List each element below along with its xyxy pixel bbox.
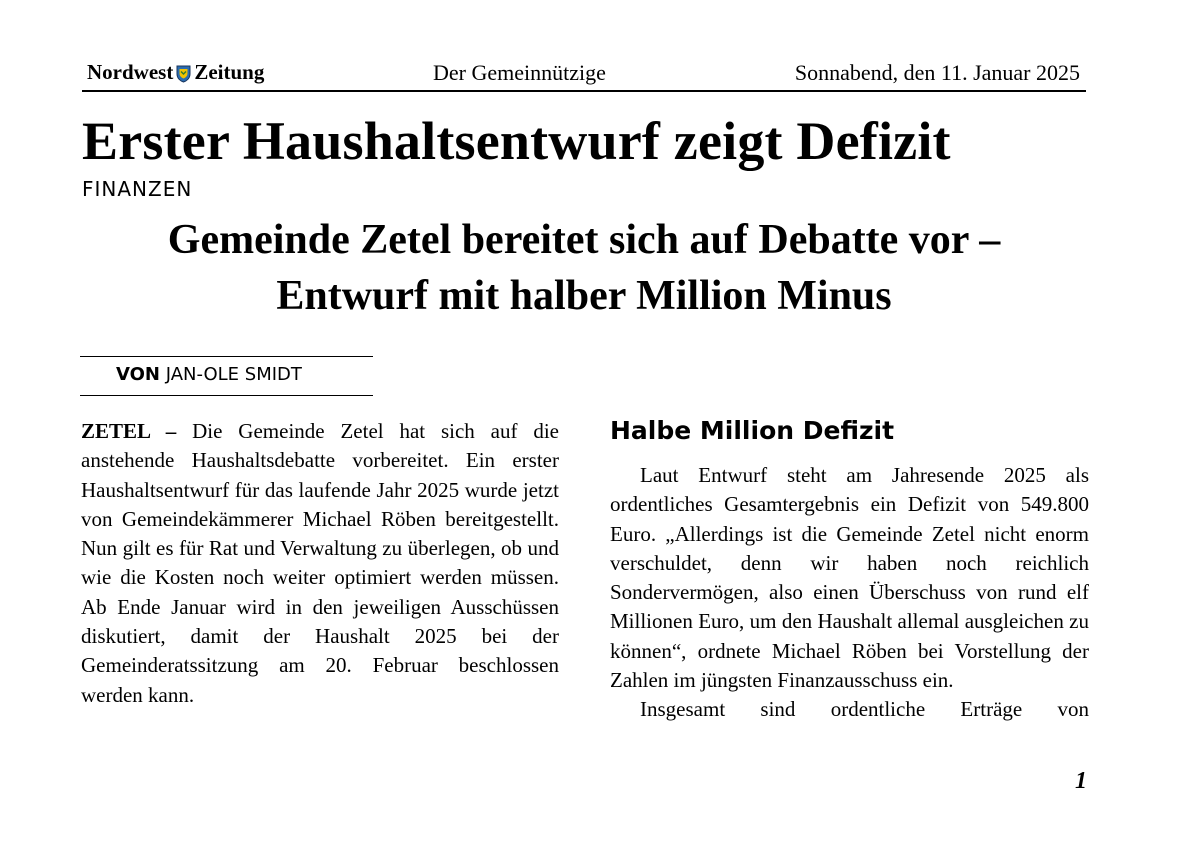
page-number: 1 [1075, 768, 1087, 794]
section-kicker: FINANZEN [82, 177, 193, 201]
section-text-last-line: Insgesamt sind ordentliche Erträge von [640, 697, 1089, 722]
crest-icon [176, 64, 191, 82]
headline: Erster Haushaltsentwurf zeigt Defizit [82, 111, 951, 171]
section-paragraph [610, 461, 1089, 725]
masthead [82, 58, 1086, 88]
issue-date: Sonnabend, den 11. Januar 2025 [794, 60, 1080, 85]
paper-name-part2: Zeitung [194, 60, 265, 84]
paper-name-part1: Nordwest [87, 60, 174, 84]
paper-name [87, 60, 264, 85]
byline-prefix: VON [116, 364, 160, 385]
subheadline [82, 212, 1086, 324]
section-text: Laut Entwurf steht am Jahresende 2025 als ordentliches Gesamtergebnis ein Defizit von 549.800 Euro. „Allerdings ist die Gemeinde Zetel nicht enorm verschuldet, denn wir haben noch reichlich Sondervermögen, also einen Überschuss von rund elf Millionen Euro, um den Haushalt allemal ausgleichen zu können“, ordnete Michael Röben bei Vorstellung der Zahlen im jüngsten Finanzausschuss ein. [610, 463, 1089, 693]
masthead-rule [82, 90, 1086, 92]
byline-rule-top [80, 356, 373, 357]
byline-author: JAN-OLE SMIDT [165, 364, 302, 385]
section-heading: Halbe Million Defizit [610, 416, 895, 445]
subhead-line-2: Entwurf mit halber Million Minus [276, 273, 892, 319]
edition-name: Der Gemeinnützige [433, 60, 606, 85]
byline [116, 364, 302, 385]
dateline: ZETEL – [81, 419, 177, 443]
subhead-line-1: Gemeinde Zetel bereitet sich auf Debatte vor – [167, 217, 1001, 263]
byline-rule-bottom [80, 395, 373, 396]
lead-paragraph [81, 417, 559, 710]
lead-text: Die Gemeinde Zetel hat sich auf die anstehende Haushaltsdebatte vorbereitet. Ein erster Haushaltsentwurf für das laufende Jahr 2025 wurde jetzt von Gemeindekämmerer Michael Röben bereitgestellt. Nun gilt es für Rat und Verwaltung zu überlegen, ob und wie die Kosten noch weiter optimiert werden müssen. Ab Ende Januar wird in den jeweiligen Ausschüssen diskutiert, damit der Haushalt 2025 bei der Gemeinderatssitzung am 20. Februar beschlossen werden kann. [81, 419, 560, 707]
